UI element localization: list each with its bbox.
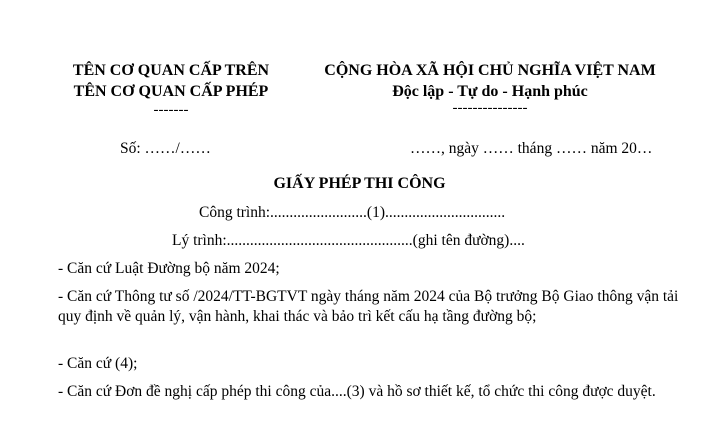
project-field: Công trình:.........................(1)............................... bbox=[199, 204, 506, 221]
left-header-divider: ------- bbox=[153, 102, 189, 118]
basis-paragraph-4: - Căn cứ Đơn đề nghị cấp phép thi công của....(3) và hồ sơ thiết kế, tổ chức thi công được duyệt. bbox=[58, 383, 656, 400]
national-title: CỘNG HÒA XÃ HỘI CHỦ NGHĨA VIỆT NAM bbox=[324, 62, 656, 79]
route-field: Lý trình:................................................(ghi tên đường).... bbox=[172, 232, 525, 249]
issuing-authority: TÊN CƠ QUAN CẤP PHÉP bbox=[73, 83, 269, 100]
issuing-authority-parent: TÊN CƠ QUAN CẤP TRÊN bbox=[72, 62, 270, 79]
basis-paragraph-2: - Căn cứ Thông tư số /2024/TT-BGTVT ngày tháng năm 2024 của Bộ trưởng Bộ Giao thông vận tải quy định về quản lý, vận hành, khai thác và bảo trì kết cấu hạ tầng đường bộ; bbox=[58, 288, 679, 325]
document-title: GIẤY PHÉP THI CÔNG bbox=[273, 175, 446, 192]
document-date: ……, ngày …… tháng …… năm 20… bbox=[410, 140, 653, 157]
national-motto: Độc lập - Tự do - Hạnh phúc bbox=[392, 83, 588, 100]
basis-paragraph-3: - Căn cứ (4); bbox=[58, 355, 138, 372]
right-header-divider: --------------- bbox=[452, 100, 528, 116]
basis-paragraph-1: - Căn cứ Luật Đường bộ năm 2024; bbox=[58, 260, 280, 277]
document-number: Số: ……/…… bbox=[120, 140, 211, 157]
